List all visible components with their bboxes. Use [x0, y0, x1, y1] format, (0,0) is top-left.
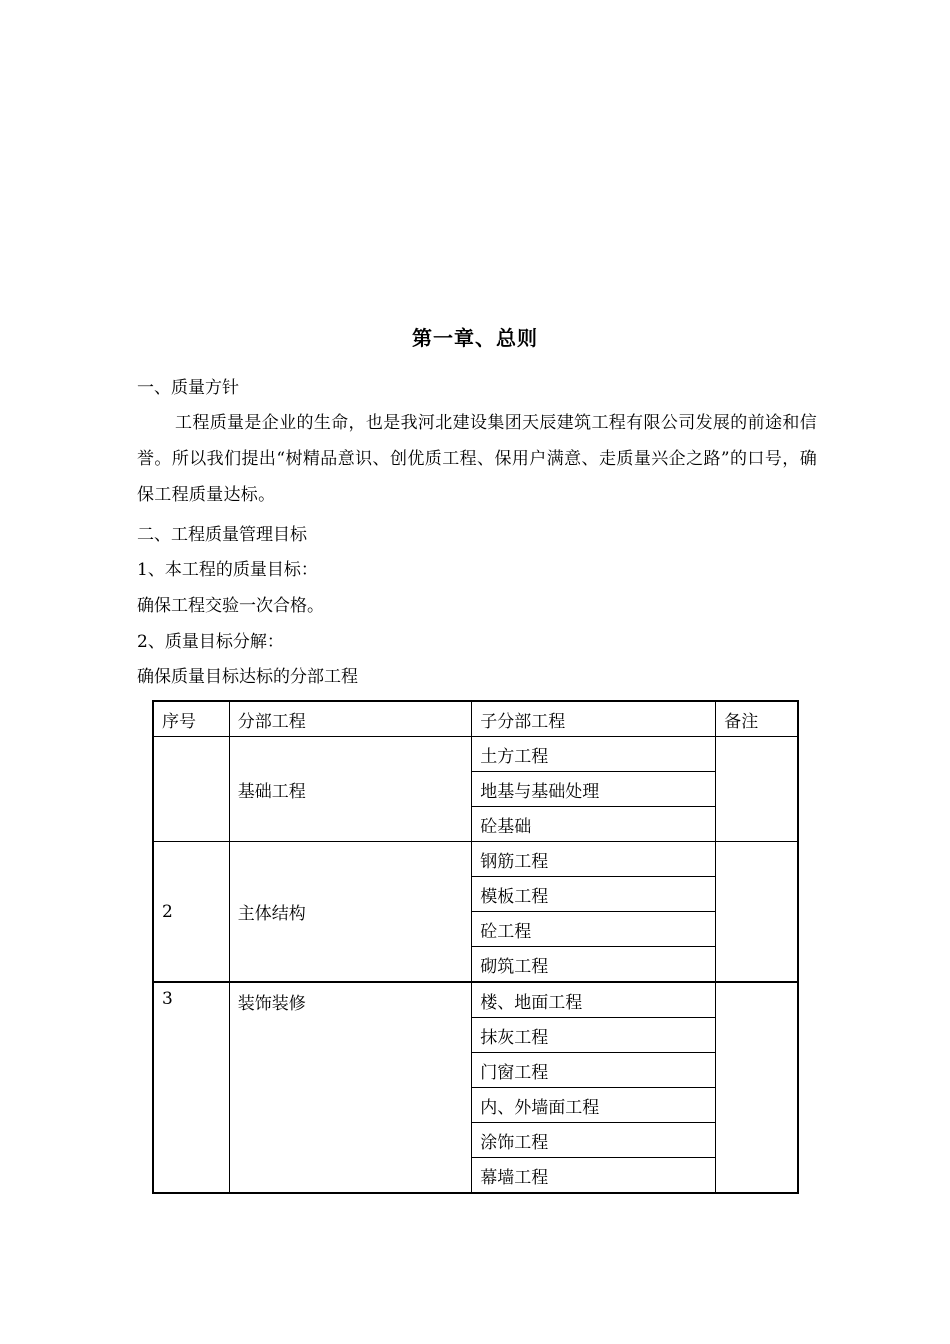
table-row [153, 982, 798, 1018]
group-remark [716, 982, 798, 1193]
table-header-row [153, 701, 798, 737]
item-2-heading: 2、质量目标分解： [137, 632, 284, 652]
item-1-text: 确保工程交验一次合格。 [137, 596, 324, 616]
group-division: 主体结构 [229, 842, 472, 983]
group-division: 基础工程 [229, 737, 472, 842]
quality-target-table [152, 700, 799, 1194]
chapter-title: 第一章、总则 [412, 326, 538, 350]
header-no: 序号 [153, 701, 229, 737]
subdivision-cell: 模板工程 [472, 877, 716, 912]
group-remark [716, 842, 798, 983]
subdivision-cell: 涂饰工程 [472, 1123, 716, 1158]
subdivision-cell: 砼工程 [472, 912, 716, 947]
group-number [153, 737, 229, 842]
table-row [153, 842, 798, 877]
subdivision-cell: 砌筑工程 [472, 947, 716, 983]
group-number: 3 [153, 982, 229, 1193]
quality-policy-paragraph: 工程质量是企业的生命，也是我河北建设集团天辰建筑工程有限公司发展的前途和信誉。所以我们提出“树精品意识、创优质工程、保用户满意、走质量兴企之路”的口号，确保工程质量达标。 [137, 413, 817, 505]
subdivision-cell: 钢筋工程 [472, 842, 716, 877]
subdivision-cell: 内、外墙面工程 [472, 1088, 716, 1123]
subdivision-cell: 抹灰工程 [472, 1018, 716, 1053]
group-number: 2 [153, 842, 229, 983]
subdivision-cell: 楼、地面工程 [472, 982, 716, 1018]
section-2-heading: 二、工程质量管理目标 [137, 525, 307, 545]
subdivision-cell: 地基与基础处理 [472, 772, 716, 807]
header-division: 分部工程 [229, 701, 472, 737]
header-subdivision: 子分部工程 [472, 701, 716, 737]
subdivision-cell: 门窗工程 [472, 1053, 716, 1088]
subdivision-cell: 幕墙工程 [472, 1158, 716, 1194]
header-remark: 备注 [716, 701, 798, 737]
subdivision-cell: 砼基础 [472, 807, 716, 842]
item-1-heading: 1、本工程的质量目标： [137, 560, 318, 580]
group-remark [716, 737, 798, 842]
group-division: 装饰装修 [229, 982, 472, 1193]
subdivision-cell: 土方工程 [472, 737, 716, 772]
table-row [153, 737, 798, 772]
section-1-heading: 一、质量方针 [137, 378, 239, 398]
table-caption: 确保质量目标达标的分部工程 [137, 667, 358, 687]
